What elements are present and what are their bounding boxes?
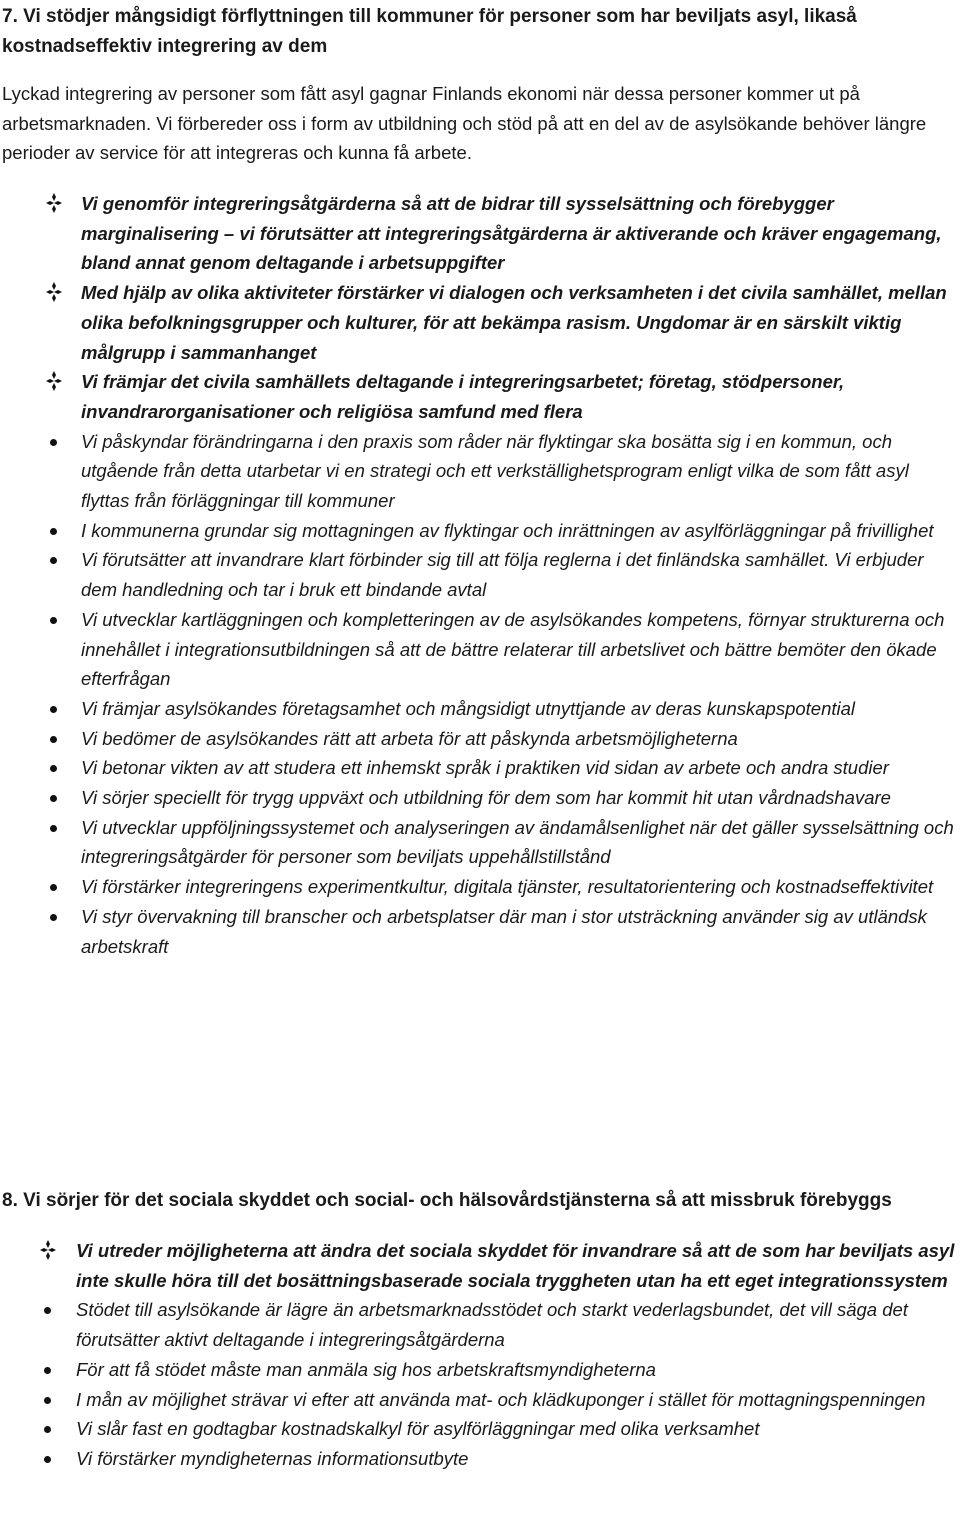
bullet-icon xyxy=(44,813,64,842)
bullet-icon xyxy=(38,1385,58,1414)
list-item-text: Vi sörjer speciellt för trygg uppväxt och utbildning för dem som har kommit hit utan vårdnadshavare xyxy=(81,787,891,809)
list-item-text: Vi förstärker myndigheternas informationsutbyte xyxy=(76,1447,469,1469)
list-item xyxy=(0,694,960,724)
list-item-text: Vi främjar asylsökandes företagsamhet och mångsidigt utnyttjande av deras kunskapspotential xyxy=(81,697,856,719)
section-7-heading xyxy=(2,2,857,62)
list-item-text: I kommunerna grundar sig mottagningen av flyktingar och inrättningen av asylförläggningar på frivillighet xyxy=(81,519,934,541)
list-item-text: Vi utvecklar kartläggningen och kompletteringen av de asylsökandes kompetens, förnyar strukturerna och innehållet i integrationsutbildningen så att de bättre relaterar till arbetslivet och bättre bemöter den ökade efterfrågan xyxy=(81,608,945,690)
bullet-icon xyxy=(44,694,64,723)
list-item-text: Vi utvecklar uppföljningssystemet och analyseringen av ändamålsenlighet när det gäller sysselsättning och integreringsåtgärder för personer som beviljats uppehållstillstånd xyxy=(81,816,954,868)
list-item xyxy=(0,605,960,694)
list-item xyxy=(0,813,960,872)
bullet-icon xyxy=(44,783,64,812)
list-item-text: Vi styr övervakning till branscher och arbetsplatser där man i stor utsträckning använder sig av utländsk arbetskraft xyxy=(81,905,927,957)
list-item-text: Med hjälp av olika aktiviteter förstärker vi dialogen och verksamheten i det civila samhället, mellan olika befolkningsgrupper och kulturer, för att bekämpa rasism. Ungdomar är en särskilt viktig målgrupp i sammanhanget xyxy=(81,282,947,363)
section-7-intro: Lyckad integrering av personer som fått asyl gagnar Finlands ekonomi när dessa personer kommer ut på arbetsmarknaden. Vi förbereder oss i form av utbildning och stöd på att en del av de asylsökande behöver längre perioder av service för att integreras och kunna få arbete. xyxy=(2,83,927,164)
list-item-text: Vi förstärker integreringens experimentkultur, digitala tjänster, resultatorientering och kostnadseffektivitet xyxy=(81,876,934,898)
list-item xyxy=(0,1295,960,1354)
diamond-icon xyxy=(44,189,64,218)
list-item xyxy=(0,1414,960,1444)
list-item-text: I mån av möjlighet strävar vi efter att använda mat- och klädkuponger i stället för mottagningspenningen xyxy=(76,1388,926,1410)
bullet-icon xyxy=(38,1414,58,1443)
bullet-icon xyxy=(44,605,64,634)
list-item xyxy=(0,278,960,367)
bullet-icon xyxy=(44,427,64,456)
diamond-icon xyxy=(44,367,64,396)
list-item xyxy=(0,427,960,516)
list-item xyxy=(0,516,960,546)
list-item-text: Vi slår fast en godtagbar kostnadskalkyl för asylförläggningar med olika verksamhet xyxy=(76,1418,760,1440)
section-7-list xyxy=(0,189,960,961)
section-7-heading-line-1: 7. Vi stödjer mångsidigt förflyttningen till kommuner för personer som har beviljats asyl, likaså xyxy=(2,6,857,27)
diamond-icon xyxy=(44,278,64,307)
list-item-text: Vi förutsätter att invandrare klart förbinder sig till att följa reglerna i det finländska samhället. Vi erbjuder dem handledning och tar i bruk ett bindande avtal xyxy=(81,549,924,601)
list-item xyxy=(0,1236,960,1295)
bullet-icon xyxy=(44,902,64,931)
bullet-icon xyxy=(38,1444,58,1473)
section-8-heading: 8. Vi sörjer för det sociala skyddet och social- och hälsovårdstjänsterna så att missbruk förebyggs xyxy=(2,1190,892,1211)
bullet-icon xyxy=(38,1355,58,1384)
list-item-text: Vi genomför integreringsåtgärderna så att de bidrar till sysselsättning och förebygger marginalisering – vi förutsätter att integreringsåtgärderna är aktiverande och kräver engagemang, bland annat genom deltagande i arbetsuppgifter xyxy=(81,193,942,274)
section-8-list xyxy=(0,1236,960,1474)
bullet-icon xyxy=(44,516,64,545)
list-item xyxy=(0,902,960,961)
list-item xyxy=(0,753,960,783)
list-item-text: Stödet till asylsökande är lägre än arbetsmarknadsstödet och starkt vederlagsbundet, det vill säga det förutsätter aktivt deltagande i integreringsåtgärderna xyxy=(76,1299,908,1351)
section-7-heading-line-2: kostnadseffektiv integrering av dem xyxy=(2,36,328,57)
list-item xyxy=(0,545,960,604)
list-item-text: Vi betonar vikten av att studera ett inhemskt språk i praktiken vid sidan av arbete och andra studier xyxy=(81,757,889,779)
list-item xyxy=(0,1355,960,1385)
bullet-icon xyxy=(44,724,64,753)
list-item xyxy=(0,724,960,754)
list-item-text: Vi bedömer de asylsökandes rätt att arbeta för att påskynda arbetsmöjligheterna xyxy=(81,727,738,749)
list-item-text: För att få stödet måste man anmäla sig hos arbetskraftsmyndigheterna xyxy=(76,1358,656,1380)
list-item xyxy=(0,783,960,813)
bullet-icon xyxy=(44,753,64,782)
bullet-icon xyxy=(38,1295,58,1324)
bullet-icon xyxy=(44,872,64,901)
bullet-icon xyxy=(44,545,64,574)
list-item-text: Vi utreder möjligheterna att ändra det sociala skyddet för invandrare så att de som har beviljats asyl inte skulle höra till det bosättningsbaserade sociala tryggheten utan ha ett eget integrationssystem xyxy=(76,1240,955,1291)
list-item-text: Vi främjar det civila samhällets deltagande i integreringsarbetet; företag, stödpersoner, invandrarorganisationer och religiösa samfund med flera xyxy=(81,371,845,422)
list-item xyxy=(0,872,960,902)
list-item-text: Vi påskyndar förändringarna i den praxis som råder när flyktingar ska bosätta sig i en kommun, och utgående från detta utarbetar vi en strategi och ett verkställighetsprogram enligt vilka de som fått asyl flyttas från förläggningar till kommuner xyxy=(81,430,909,512)
list-item xyxy=(0,1385,960,1415)
list-item xyxy=(0,189,960,278)
list-item xyxy=(0,1444,960,1474)
list-item xyxy=(0,367,960,426)
diamond-icon xyxy=(38,1236,58,1265)
